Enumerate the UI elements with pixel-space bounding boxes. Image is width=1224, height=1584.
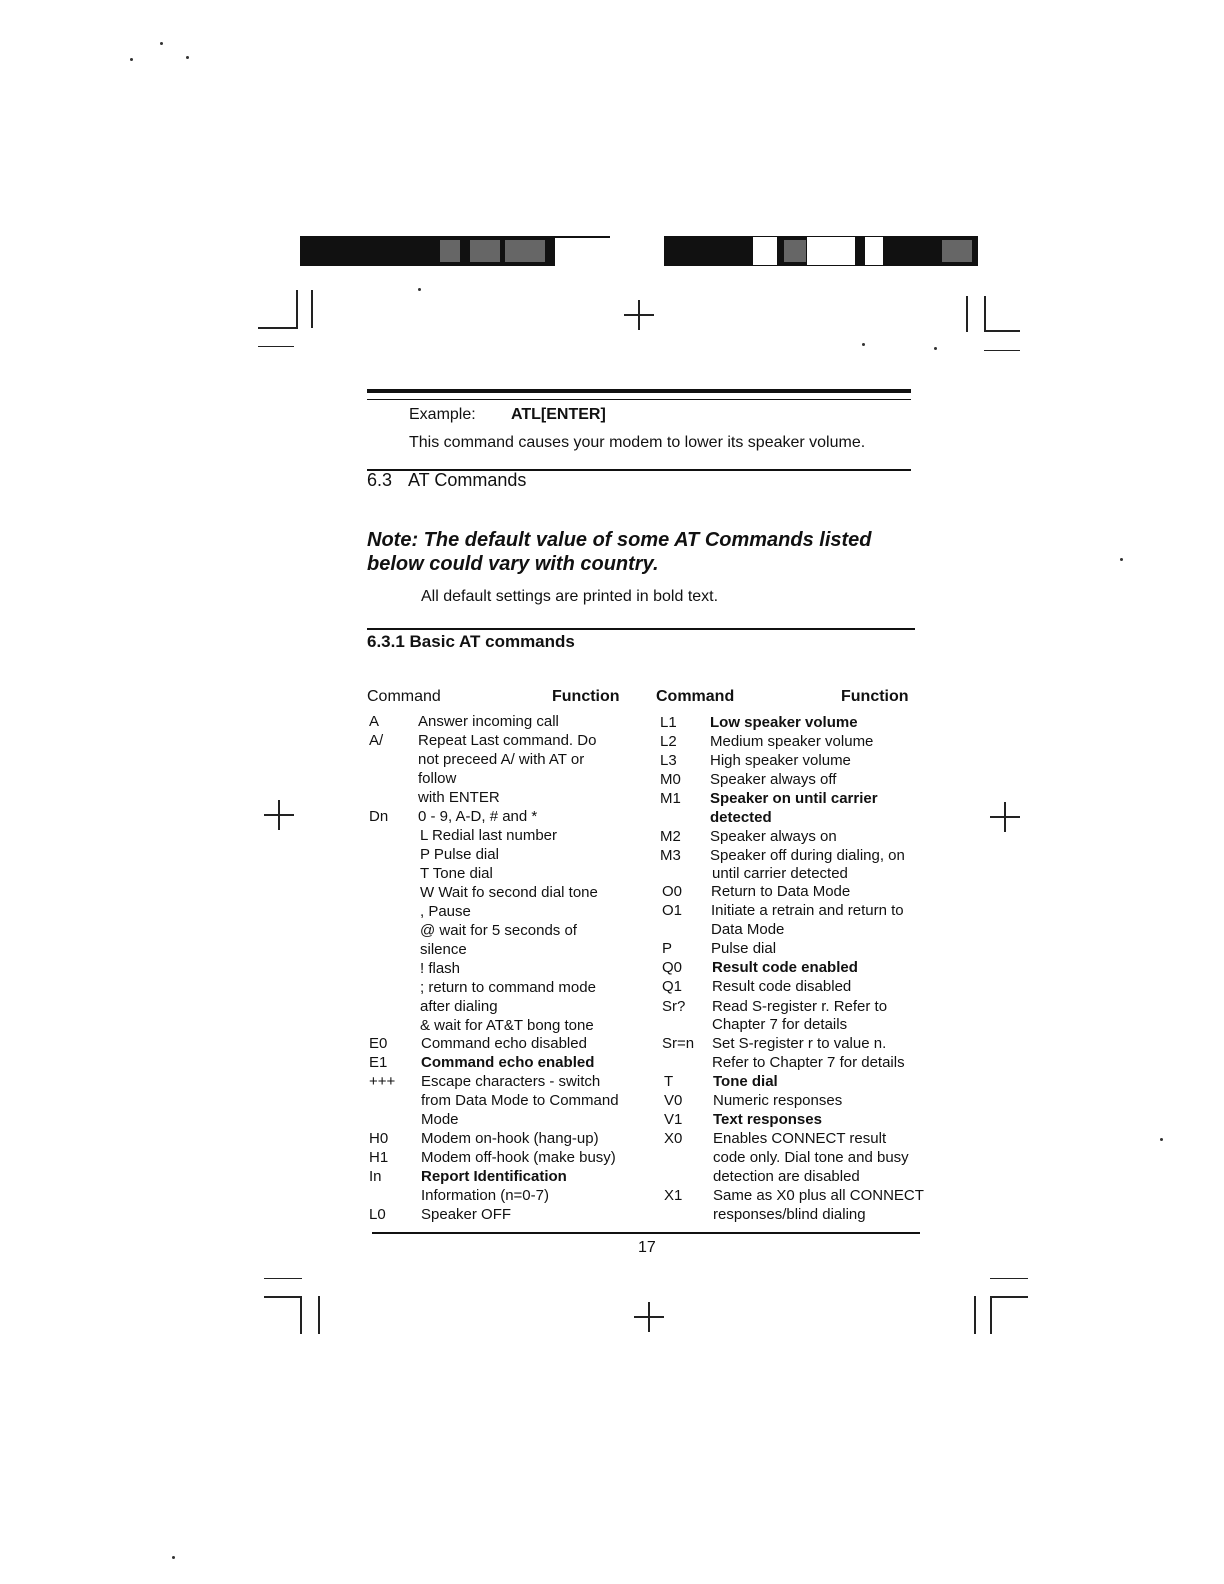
right-command: L1 bbox=[660, 714, 677, 731]
scan-speck bbox=[130, 58, 133, 61]
example-command: ATL[ENTER] bbox=[511, 406, 606, 423]
right-command: O0 bbox=[662, 883, 683, 900]
right-command: M2 bbox=[660, 828, 681, 845]
example-label: Example: bbox=[409, 406, 476, 423]
crop-mark bbox=[990, 1278, 1028, 1279]
scan-speck bbox=[160, 42, 163, 45]
right-function-line: Medium speaker volume bbox=[710, 733, 874, 750]
left-function-line: Modem on-hook (hang-up) bbox=[421, 1130, 599, 1147]
right-header-command: Command bbox=[656, 688, 735, 705]
left-function-line: Answer incoming call bbox=[418, 713, 559, 730]
section-title: AT Commands bbox=[408, 470, 527, 490]
left-function-line: , Pause bbox=[420, 903, 471, 920]
crop-mark bbox=[974, 1296, 976, 1334]
right-function-line: Read S-register r. Refer to bbox=[712, 998, 888, 1015]
right-function-line: until carrier detected bbox=[712, 865, 848, 882]
left-header-command: Command bbox=[367, 688, 441, 705]
section-number: 6.3 bbox=[367, 470, 393, 490]
right-function-line: High speaker volume bbox=[710, 752, 851, 769]
left-function-line: not preceed A/ with AT or bbox=[418, 751, 585, 768]
crop-mark bbox=[318, 1296, 320, 1334]
right-command: O1 bbox=[662, 902, 683, 919]
right-command: L3 bbox=[660, 752, 677, 769]
left-function-line: Repeat Last command. Do bbox=[418, 732, 597, 749]
right-function-line: code only. Dial tone and busy bbox=[713, 1149, 909, 1166]
left-function-line: Modem off-hook (make busy) bbox=[421, 1149, 616, 1166]
scan-speck bbox=[862, 343, 865, 346]
right-command: M3 bbox=[660, 847, 681, 864]
crop-mark bbox=[984, 350, 1020, 351]
right-function-line: Refer to Chapter 7 for details bbox=[712, 1054, 905, 1071]
right-function-line: Numeric responses bbox=[713, 1092, 843, 1109]
crop-mark bbox=[311, 290, 313, 328]
left-command: In bbox=[369, 1168, 382, 1185]
left-command: A/ bbox=[369, 732, 384, 749]
scan-speck bbox=[934, 347, 937, 350]
right-command: Q0 bbox=[662, 959, 683, 976]
right-command: V1 bbox=[664, 1111, 683, 1128]
left-function-line: Escape characters - switch bbox=[421, 1073, 601, 1090]
left-function-line: P Pulse dial bbox=[420, 846, 499, 863]
crop-mark bbox=[300, 1296, 302, 1334]
registration-mark-icon bbox=[624, 300, 654, 330]
left-function-line: L Redial last number bbox=[420, 827, 558, 844]
right-function-line: detection are disabled bbox=[713, 1168, 860, 1185]
left-command: E0 bbox=[369, 1035, 388, 1052]
scan-speck bbox=[1160, 1138, 1163, 1141]
crop-mark bbox=[984, 330, 1020, 332]
left-command: H1 bbox=[369, 1149, 389, 1166]
left-function-line: Mode bbox=[421, 1111, 459, 1128]
left-function-line: silence bbox=[420, 941, 467, 958]
crop-mark bbox=[966, 296, 968, 332]
right-function-line: Result code disabled bbox=[712, 978, 852, 995]
right-command: M1 bbox=[660, 790, 681, 807]
left-function-line: ; return to command mode bbox=[420, 979, 596, 996]
right-function-line: Text responses bbox=[713, 1111, 822, 1128]
left-function-line: from Data Mode to Command bbox=[421, 1092, 619, 1109]
header-bar-left-blank bbox=[555, 236, 610, 268]
left-function-line: after dialing bbox=[420, 998, 498, 1015]
left-function-line: Command echo disabled bbox=[421, 1035, 587, 1052]
right-command: Sr? bbox=[662, 998, 686, 1015]
registration-mark-icon bbox=[264, 800, 294, 830]
right-function-line: Return to Data Mode bbox=[711, 883, 851, 900]
right-function-line: Speaker always off bbox=[710, 771, 837, 788]
example-description: This command causes your modem to lower its speaker volume. bbox=[409, 434, 866, 451]
left-function-line: Report Identification bbox=[421, 1168, 567, 1185]
right-function-line: Data Mode bbox=[711, 921, 785, 938]
right-function-line: responses/blind dialing bbox=[713, 1206, 866, 1223]
right-function-line: Pulse dial bbox=[711, 940, 777, 957]
crop-mark bbox=[296, 290, 298, 328]
left-function-line: & wait for AT&T bong tone bbox=[420, 1017, 594, 1034]
right-function-line: Speaker on until carrier bbox=[710, 790, 878, 807]
left-function-line: T Tone dial bbox=[420, 865, 493, 882]
subsection-rule bbox=[367, 628, 915, 630]
right-function-line: Speaker always on bbox=[710, 828, 837, 845]
right-command: T bbox=[664, 1073, 674, 1090]
left-command: A bbox=[369, 713, 380, 730]
section-note: Note: The default value of some AT Commands listed below could vary with country. bbox=[367, 529, 872, 575]
right-command: Sr=n bbox=[662, 1035, 695, 1052]
right-command: X0 bbox=[664, 1130, 683, 1147]
right-command: M0 bbox=[660, 771, 681, 788]
right-function-line: Same as X0 plus all CONNECT bbox=[713, 1187, 924, 1204]
scan-speck bbox=[418, 288, 421, 291]
page-number: 17 bbox=[638, 1239, 656, 1256]
left-command: E1 bbox=[369, 1054, 388, 1071]
right-function-line: Set S-register r to value n. bbox=[712, 1035, 887, 1052]
crop-mark bbox=[258, 327, 298, 329]
left-function-line: @ wait for 5 seconds of bbox=[420, 922, 577, 939]
left-function-line: Information (n=0-7) bbox=[421, 1187, 549, 1204]
registration-mark-icon bbox=[634, 1302, 664, 1332]
right-command: Q1 bbox=[662, 978, 683, 995]
right-function-line: Speaker off during dialing, on bbox=[710, 847, 905, 864]
top-rule-thick bbox=[367, 389, 911, 393]
left-function-line: W Wait fo second dial tone bbox=[420, 884, 598, 901]
left-command: L0 bbox=[369, 1206, 386, 1223]
right-command: P bbox=[662, 940, 673, 957]
left-function-line: 0 - 9, A-D, # and * bbox=[418, 808, 538, 825]
right-function-line: Low speaker volume bbox=[710, 714, 858, 731]
right-function-line: Enables CONNECT result bbox=[713, 1130, 887, 1147]
right-header-function: Function bbox=[841, 688, 909, 705]
crop-mark bbox=[264, 1296, 302, 1298]
right-command: V0 bbox=[664, 1092, 683, 1109]
left-function-line: follow bbox=[418, 770, 457, 787]
scan-speck bbox=[1120, 558, 1123, 561]
crop-mark bbox=[984, 296, 986, 332]
left-function-line: ! flash bbox=[420, 960, 461, 977]
left-header-function: Function bbox=[552, 688, 620, 705]
left-command: +++ bbox=[369, 1073, 396, 1090]
subsection-title: 6.3.1 Basic AT commands bbox=[367, 632, 575, 651]
right-function-line: Chapter 7 for details bbox=[712, 1016, 848, 1033]
crop-mark bbox=[990, 1296, 1028, 1298]
crop-mark bbox=[258, 346, 294, 347]
crop-mark bbox=[264, 1278, 302, 1279]
left-function-line: Speaker OFF bbox=[421, 1206, 512, 1223]
left-function-line: with ENTER bbox=[418, 789, 500, 806]
scan-speck bbox=[172, 1556, 175, 1559]
header-bar-left bbox=[300, 236, 555, 266]
top-rule-thin bbox=[367, 399, 911, 400]
registration-mark-icon bbox=[990, 802, 1020, 832]
header-bar-right bbox=[664, 236, 978, 266]
right-function-line: Tone dial bbox=[713, 1073, 778, 1090]
scan-speck bbox=[186, 56, 189, 59]
left-function-line: Command echo enabled bbox=[421, 1054, 595, 1071]
left-command: H0 bbox=[369, 1130, 389, 1147]
crop-mark bbox=[990, 1296, 992, 1334]
right-function-line: detected bbox=[710, 809, 772, 826]
right-function-line: Initiate a retrain and return to bbox=[711, 902, 904, 919]
right-function-line: Result code enabled bbox=[712, 959, 858, 976]
default-settings-info: All default settings are printed in bold text. bbox=[421, 588, 719, 605]
left-command: Dn bbox=[369, 808, 389, 825]
right-command: L2 bbox=[660, 733, 677, 750]
right-command: X1 bbox=[664, 1187, 683, 1204]
bottom-rule bbox=[372, 1232, 920, 1234]
